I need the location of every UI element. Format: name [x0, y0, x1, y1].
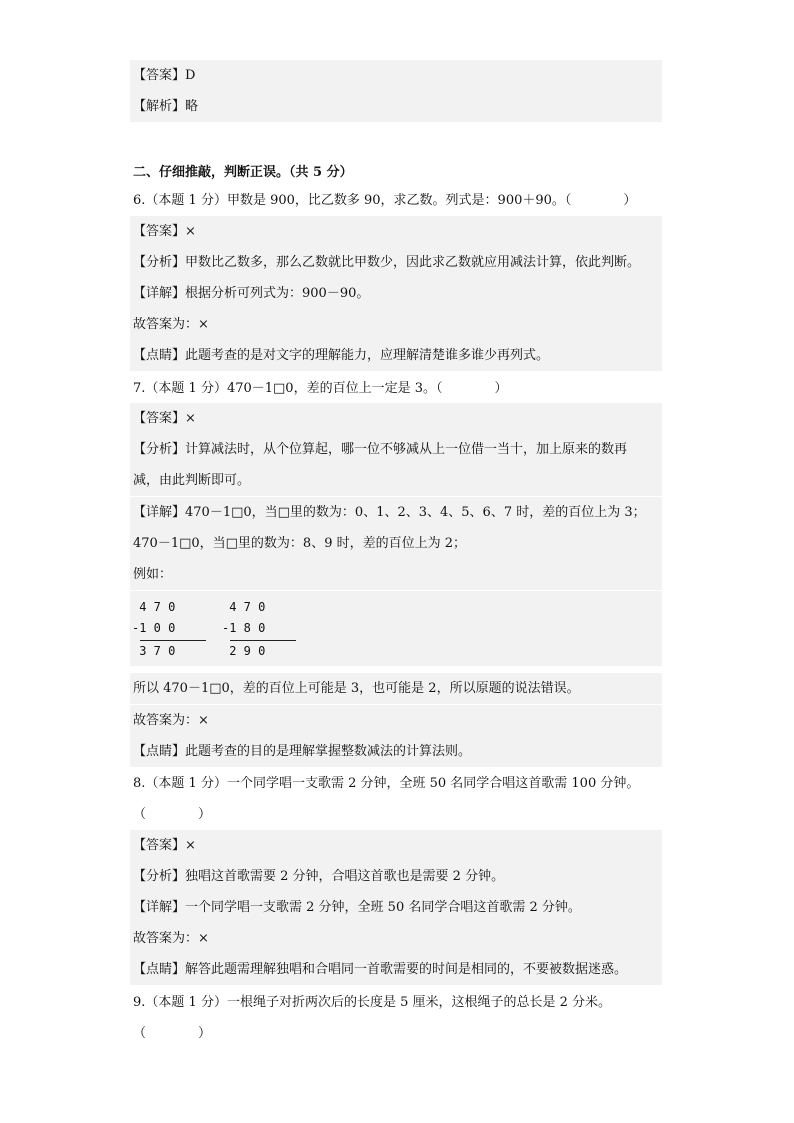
line-q9-paren: （ ）: [133, 1026, 212, 1041]
calc-2-minuend: 4 7 0: [222, 600, 266, 614]
line-section-title: 二、仔细推敲，判断正误。（共 5 分）: [133, 165, 353, 180]
line-q7-analysis-2: 减，由此判断即可。: [130, 465, 662, 496]
line-q8-comment: 【点睛】解答此题需理解独唱和合唱同一首歌需要的时间是相同的，不要被数据迷惑。: [130, 954, 662, 985]
line-q9: 9.（本题 1 分）一根绳子对折两次后的长度是 5 厘米，这根绳子的总长是 2 分米。: [133, 995, 612, 1010]
line-q6-conclusion: 故答案为：×: [130, 309, 662, 340]
line-q6-comment: 【点睛】此题考查的是对文字的理解能力，应理解清楚谁多谁少再列式。: [130, 340, 662, 371]
line-q7-comment: 【点睛】此题考查的目的是理解掌握整数减法的计算法则。: [130, 736, 662, 767]
line-q7-answer: 【答案】×: [130, 403, 662, 434]
line-q6-answer: 【答案】×: [130, 216, 662, 247]
line-q8: 8.（本题 1 分）一个同学唱一支歌需 2 分钟，全班 50 名同学合唱这首歌需 100 分钟。: [133, 776, 640, 791]
line-q8-analysis: 【分析】独唱这首歌需要 2 分钟，合唱这首歌也是需要 2 分钟。: [130, 861, 662, 892]
calc-2-difference: 2 9 0: [222, 644, 266, 658]
line-q7-so: 所以 470－1□0，差的百位上可能是 3，也可能是 2，所以原题的说法错误。: [130, 673, 662, 704]
line-answer-d: 【答案】D: [130, 60, 662, 91]
line-explain-brief: 【解析】略: [130, 91, 662, 122]
calc-1-subtrahend: -1 0 0: [132, 621, 176, 635]
line-q6-detail: 【详解】根据分析可列式为：900－90。: [130, 278, 662, 309]
calc-1-difference: 3 7 0: [132, 644, 176, 658]
line-q8-paren: （ ）: [133, 807, 212, 822]
vertical-calculation-block: [130, 591, 662, 666]
line-q6: 6.（本题 1 分）甲数是 900，比乙数多 90，求乙数。列式是：900＋90。（ ）: [133, 193, 637, 208]
line-q7-detail-2: 470－1□0，当□里的数为：8、9 时，差的百位上为 2；: [130, 528, 662, 559]
calc-2-subtrahend: -1 8 0: [222, 621, 266, 635]
line-q7-detail-1: 【详解】470－1□0，当□里的数为：0、1、2、3、4、5、6、7 时，差的百位上为 3；: [130, 497, 662, 528]
line-q8-detail: 【详解】一个同学唱一支歌需 2 分钟，全班 50 名同学合唱这首歌需 2 分钟。: [130, 892, 662, 923]
line-q8-conclusion: 故答案为：×: [130, 923, 662, 954]
vertical-calc-1: [132, 591, 212, 666]
line-q7-conclusion: 故答案为：×: [130, 705, 662, 736]
calc-1-minuend: 4 7 0: [132, 600, 176, 614]
line-q8-answer: 【答案】×: [130, 830, 662, 861]
vertical-calc-2: [222, 591, 302, 666]
line-q6-analysis: 【分析】甲数比乙数多，那么乙数就比甲数少，因此求乙数就应用减法计算，依此判断。: [130, 247, 662, 278]
line-q7-example: 例如：: [130, 559, 662, 590]
line-q7: 7.（本题 1 分）470－1□0，差的百位上一定是 3。（ ）: [133, 381, 508, 396]
line-q7-analysis-1: 【分析】计算减法时，从个位算起，哪一位不够减从上一位借一当十，加上原来的数再: [130, 434, 662, 465]
